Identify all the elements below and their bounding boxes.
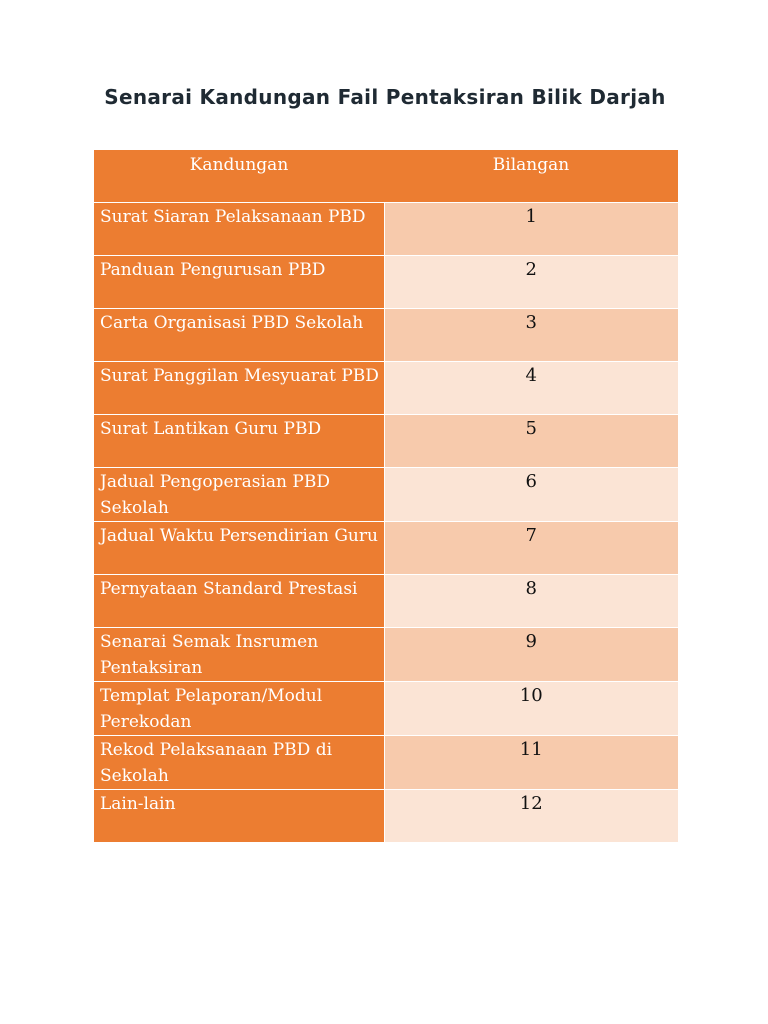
row-number-cell: 2	[384, 255, 678, 308]
row-name-cell: Senarai Semak Insrumen Pentaksiran	[94, 627, 384, 681]
row-name-cell: Surat Siaran Pelaksanaan PBD	[94, 202, 384, 255]
table-row	[94, 308, 678, 361]
row-name-cell: Rekod Pelaksanaan PBD di Sekolah	[94, 735, 384, 789]
table-row	[94, 681, 678, 735]
row-name-cell: Templat Pelaporan/Modul Perekodan	[94, 681, 384, 735]
row-number-cell: 6	[384, 467, 678, 521]
row-number-cell: 10	[384, 681, 678, 735]
table-row	[94, 789, 678, 842]
row-number-cell: 3	[384, 308, 678, 361]
table-row	[94, 627, 678, 681]
column-header-number: Bilangan	[384, 150, 678, 202]
row-name-cell: Surat Panggilan Mesyuarat PBD	[94, 361, 384, 414]
row-name-cell: Lain-lain	[94, 789, 384, 842]
table-row	[94, 414, 678, 467]
row-number-cell: 9	[384, 627, 678, 681]
row-name-cell: Jadual Pengoperasian PBD Sekolah	[94, 467, 384, 521]
row-name-cell: Jadual Waktu Persendirian Guru	[94, 521, 384, 574]
row-name-cell: Surat Lantikan Guru PBD	[94, 414, 384, 467]
column-header-contents: Kandungan	[94, 150, 384, 202]
row-number-cell: 5	[384, 414, 678, 467]
row-number-cell: 8	[384, 574, 678, 627]
page-title: Senarai Kandungan Fail Pentaksiran Bilik Darjah	[104, 85, 666, 109]
table-row	[94, 202, 678, 255]
row-number-cell: 7	[384, 521, 678, 574]
row-number-cell: 12	[384, 789, 678, 842]
contents-table	[94, 150, 678, 843]
row-number-cell: 11	[384, 735, 678, 789]
table-row	[94, 467, 678, 521]
row-name-cell: Panduan Pengurusan PBD	[94, 255, 384, 308]
table-row	[94, 521, 678, 574]
row-number-cell: 4	[384, 361, 678, 414]
table-row	[94, 255, 678, 308]
row-name-cell: Pernyataan Standard Prestasi	[94, 574, 384, 627]
table-header-row	[94, 150, 678, 202]
table-row	[94, 361, 678, 414]
table-row	[94, 735, 678, 789]
row-number-cell: 1	[384, 202, 678, 255]
row-name-cell: Carta Organisasi PBD Sekolah	[94, 308, 384, 361]
table-row	[94, 574, 678, 627]
